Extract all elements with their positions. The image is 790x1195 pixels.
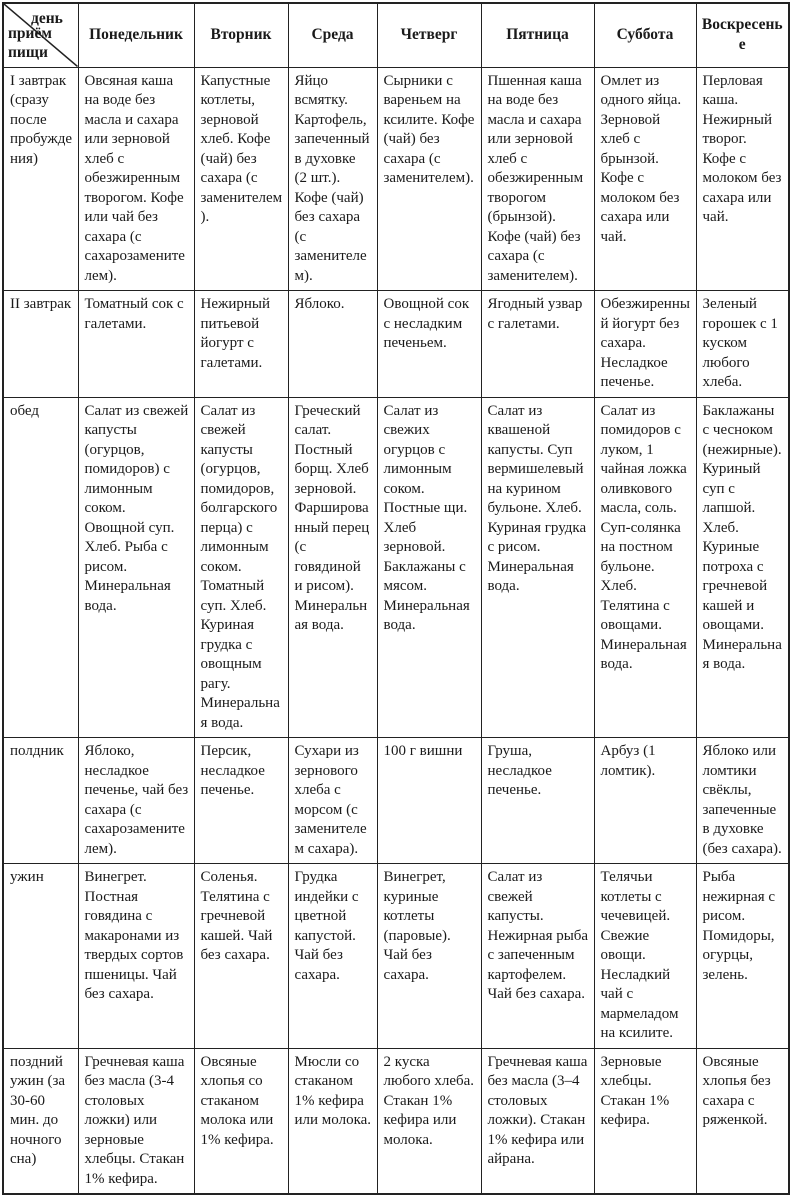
row-lunch [3, 397, 789, 738]
meal-cell: Груша, несладкое печенье. [481, 738, 594, 864]
meal-cell: Овсяные хлопья со стаканом молока или 1% кефира. [194, 1048, 288, 1194]
col-header-wednesday: Среда [288, 3, 377, 67]
meal-cell: Сухари из зернового хлеба с морсом (с заменителем сахара). [288, 738, 377, 864]
col-header-monday: Понедельник [78, 3, 194, 67]
meal-cell: Салат из помидоров с луком, 1 чайная ложка оливкового масла, соль. Суп-солянка на постном бульоне. Хлеб. Телятина с овощами. Минеральная вода. [594, 397, 696, 738]
row-label-breakfast1: I завтрак (сразу после пробуждения) [3, 67, 78, 291]
meal-cell: Нежирный питьевой йогурт с галетами. [194, 291, 288, 398]
corner-cell [3, 3, 78, 67]
meal-cell: Салат из свежей капусты (огурцов, помидоров, болгарского перца) с лимонным соком. Томатный суп. Хлеб. Куриная грудка с овощным рагу. Минеральная вода. [194, 397, 288, 738]
row-label-lunch: обед [3, 397, 78, 738]
meal-cell: Гречневая каша без масла (3-4 столовых ложки) или зерновые хлебцы. Стакан 1% кефира. [78, 1048, 194, 1194]
row-label-breakfast2: II завтрак [3, 291, 78, 398]
row-late-dinner [3, 1048, 789, 1194]
row-label-late-dinner: поздний ужин (за 30-60 мин. до ночного сна) [3, 1048, 78, 1194]
weekly-menu-table [2, 2, 790, 1195]
meal-cell: Грудка индейки с цветной капустой. Чай без сахара. [288, 864, 377, 1049]
meal-cell: Капустные котлеты, зерновой хлеб. Кофе (чай) без сахара (с заменителем). [194, 67, 288, 291]
meal-cell: Яйцо всмятку. Картофель, запеченный в духовке (2 шт.). Кофе (чай) без сахара (с заменителем). [288, 67, 377, 291]
meal-cell: Пшенная каша на воде без масла и сахара или зерновой хлеб с обезжиренным творогом (брынзой). Кофе (чай) без сахара (с заменителем). [481, 67, 594, 291]
meal-cell: Ягодный узвар с галетами. [481, 291, 594, 398]
meal-cell: Винегрет, куриные котлеты (паровые). Чай без сахара. [377, 864, 481, 1049]
meal-cell: Соленья. Телятина с гречневой кашей. Чай без сахара. [194, 864, 288, 1049]
meal-cell: Овсяные хлопья без сахара с ряженкой. [696, 1048, 789, 1194]
col-header-tuesday: Вторник [194, 3, 288, 67]
row-breakfast1 [3, 67, 789, 291]
meal-cell: Овсяная каша на воде без масла и сахара или зерновой хлеб с обезжиренным творогом. Кофе или чай без сахара (с сахарозаменителем). [78, 67, 194, 291]
col-header-friday: Пятница [481, 3, 594, 67]
meal-cell: Греческий салат. Постный борщ. Хлеб зерновой. Фаршированный перец (с говядиной и рисом). Минеральная вода. [288, 397, 377, 738]
row-label-snack: полдник [3, 738, 78, 864]
row-snack [3, 738, 789, 864]
meal-cell: Перловая каша. Нежирный творог. Кофе с молоком без сахара или чай. [696, 67, 789, 291]
meal-cell: Обезжиренный йогурт без сахара. Несладкое печенье. [594, 291, 696, 398]
meal-cell: Салат из свежей капусты. Нежирная рыба с запеченным картофелем. Чай без сахара. [481, 864, 594, 1049]
meal-cell: Арбуз (1 ломтик). [594, 738, 696, 864]
meal-cell: Телячьи котлеты с чечевицей. Свежие овощи. Несладкий чай с мармеладом на ксилите. [594, 864, 696, 1049]
meal-cell: 2 куска любого хлеба. Стакан 1% кефира или молока. [377, 1048, 481, 1194]
meal-cell: Винегрет. Постная говядина с макаронами из твердых сортов пшеницы. Чай без сахара. [78, 864, 194, 1049]
meal-cell: Омлет из одного яйца. Зерновой хлеб с брынзой. Кофе с молоком без сахара или чай. [594, 67, 696, 291]
meal-cell: Зерновые хлебцы. Стакан 1% кефира. [594, 1048, 696, 1194]
meal-cell: Мюсли со стаканом 1% кефира или молока. [288, 1048, 377, 1194]
row-breakfast2 [3, 291, 789, 398]
row-dinner [3, 864, 789, 1049]
meal-cell: Овощной сок с несладким печеньем. [377, 291, 481, 398]
meal-cell: Салат из свежих огурцов с лимонным соком. Постные щи. Хлеб зерновой. Баклажаны с мясом. Минеральная вода. [377, 397, 481, 738]
meal-cell: Сырники с вареньем на ксилите. Кофе (чай) без сахара (с заменителем). [377, 67, 481, 291]
meal-cell: Баклажаны с чесноком (нежирные). Куриный суп с лапшой. Хлеб. Куриные потроха с гречневой кашей и овощами. Минеральная вода. [696, 397, 789, 738]
meal-cell: Томатный сок с галетами. [78, 291, 194, 398]
meal-cell: 100 г вишни [377, 738, 481, 864]
meal-cell: Зеленый горошек с 1 куском любого хлеба. [696, 291, 789, 398]
row-label-dinner: ужин [3, 864, 78, 1049]
meal-cell: Салат из свежей капусты (огурцов, помидоров) с лимонным соком. Овощной суп. Хлеб. Рыба с рисом. Минеральная вода. [78, 397, 194, 738]
col-header-sunday: Воскресенье [696, 3, 789, 67]
corner-day-label: день [31, 10, 63, 27]
meal-cell: Персик, несладкое печенье. [194, 738, 288, 864]
meal-cell: Гречневая каша без масла (3–4 столовых ложки). Стакан 1% кефира или айрана. [481, 1048, 594, 1194]
col-header-thursday: Четверг [377, 3, 481, 67]
meal-cell: Яблоко. [288, 291, 377, 398]
meal-cell: Яблоко или ломтики свёклы, запеченные в духовке (без сахара). [696, 738, 789, 864]
meal-cell: Салат из квашеной капусты. Суп вермишелевый на курином бульоне. Хлеб. Куриная грудка с рисом. Минеральная вода. [481, 397, 594, 738]
corner-meal-label: приём пищи [8, 24, 52, 62]
col-header-saturday: Суббота [594, 3, 696, 67]
header-row [3, 3, 789, 67]
meal-cell: Рыба нежирная с рисом. Помидоры, огурцы, зелень. [696, 864, 789, 1049]
meal-cell: Яблоко, несладкое печенье, чай без сахара (с сахарозаменителем). [78, 738, 194, 864]
